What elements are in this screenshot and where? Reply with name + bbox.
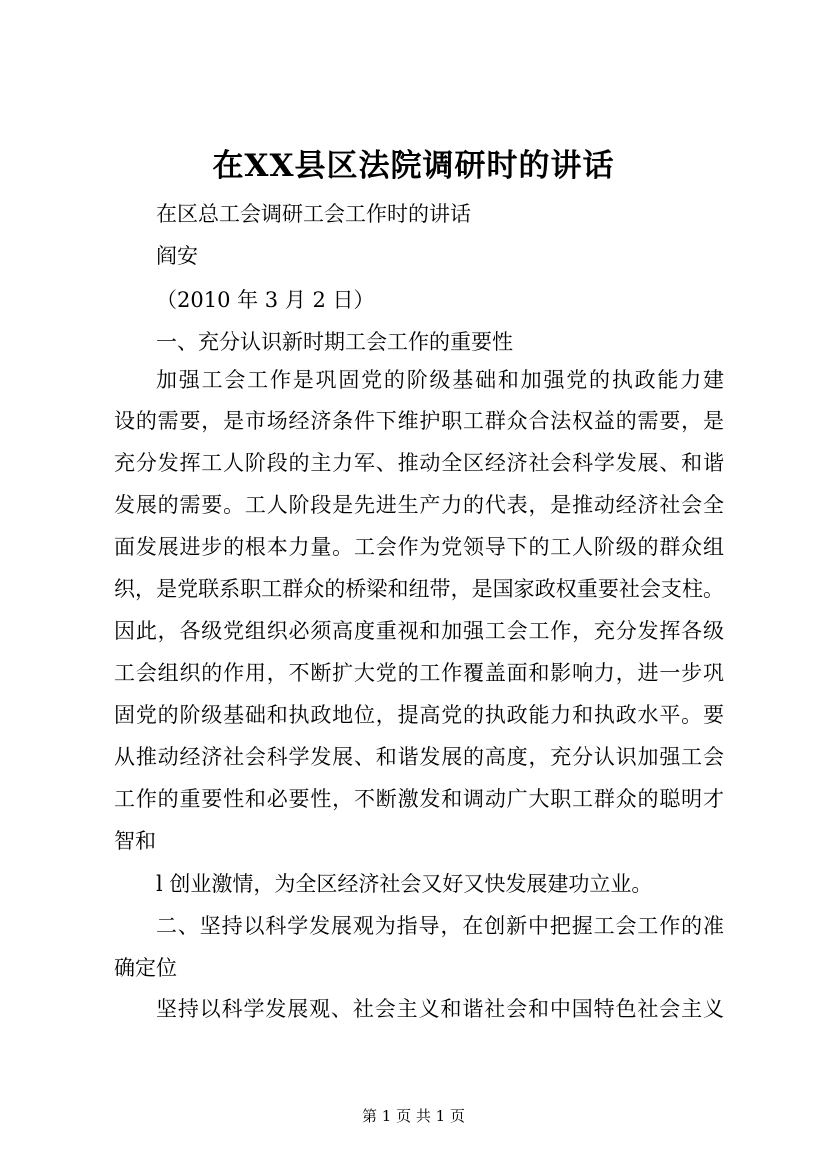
paragraph-line: 工会组织的作用，不断扩大党的工作覆盖面和影响力，进一步巩 xyxy=(114,661,724,685)
subtitle-line: 在区总工会调研工会工作时的讲话 xyxy=(156,202,471,226)
paragraph-line: 发展的需要。工人阶段是先进生产力的代表，是推动经济社会全 xyxy=(114,493,724,517)
page-footer: 第 1 页 共 1 页 xyxy=(362,1107,465,1125)
paragraph-line: 面发展进步的根本力量。工会作为党领导下的工人阶级的群众组 xyxy=(114,535,724,559)
paragraph-line: 织，是党联系职工群众的桥梁和纽带，是国家政权重要社会支柱。 xyxy=(114,577,724,601)
paragraph-line: 坚持以科学发展观、社会主义和谐社会和中国特色社会主义 xyxy=(156,997,724,1021)
paragraph-line: 设的需要，是市场经济条件下维护职工群众合法权益的需要，是 xyxy=(114,409,724,433)
paragraph-line: 因此，各级党组织必须高度重视和加强工会工作，充分发挥各级 xyxy=(114,619,724,643)
paragraph-line: l 创业激情，为全区经济社会又好又快发展建功立业。 xyxy=(156,872,653,896)
paragraph-line: 从推动经济社会科学发展、和谐发展的高度，充分认识加强工会 xyxy=(114,745,724,769)
document-title: 在XX县区法院调研时的讲话 xyxy=(212,148,615,184)
section-heading-1: 一、充分认识新时期工会工作的重要性 xyxy=(156,330,513,354)
author-line: 阎安 xyxy=(156,244,198,268)
paragraph-line: 工作的重要性和必要性，不断激发和调动广大职工群众的聪明才 xyxy=(114,787,724,811)
date-line: （2010 年 3 月 2 日） xyxy=(156,288,375,312)
paragraph-line: 固党的阶级基础和执政地位，提高党的执政能力和执政水平。要 xyxy=(114,703,724,727)
paragraph-line: 智和 xyxy=(114,829,156,853)
paragraph-line: 充分发挥工人阶段的主力军、推动全区经济社会科学发展、和谐 xyxy=(114,451,724,475)
section-heading-2: 二、坚持以科学发展观为指导，在创新中把握工会工作的准 xyxy=(156,914,724,938)
section-heading-2-cont: 确定位 xyxy=(114,956,177,980)
paragraph-line: 加强工会工作是巩固党的阶级基础和加强党的执政能力建 xyxy=(156,368,724,392)
